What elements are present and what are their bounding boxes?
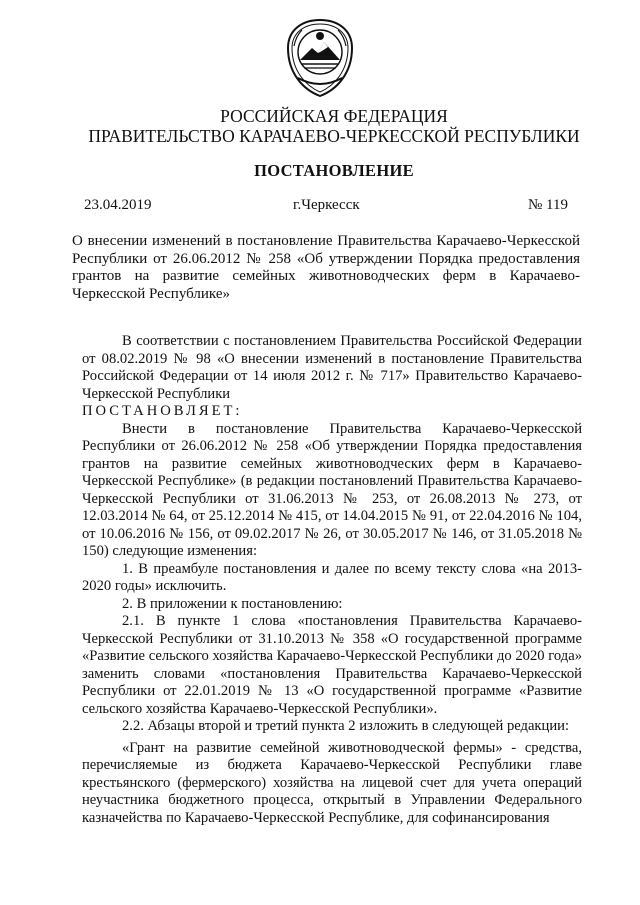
document-date: 23.04.2019: [84, 197, 152, 213]
item-1-paragraph: 1. В преамбуле постановления и далее по всему тексту слова «на 2013-2020 годы» исключить.: [82, 560, 582, 594]
header-country: РОССИЙСКАЯ ФЕДЕРАЦИЯ: [220, 106, 448, 126]
document-title: ПОСТАНОВЛЕНИЕ: [254, 161, 414, 180]
resolves-word: ПОСТАНОВЛЯЕТ:: [82, 403, 243, 419]
preamble-paragraph: В соответствии с постановлением Правительства Российской Федерации от 08.02.2019 № 98 «О внесении изменений в постановление Правительства Российской Федерации от 14 июля 2012 г. № 717» Правительство Карачаево-Черкесской Республики: [82, 333, 582, 402]
item-2-2-paragraph: 2.2. Абзацы второй и третий пункта 2 изложить в следующей редакции:: [122, 718, 570, 734]
coat-of-arms-icon: [284, 18, 356, 98]
item-2-1-paragraph: 2.1. В пункте 1 слова «постановления Правительства Карачаево-Черкесской Республики от 31.10.2013 № 358 «О государственной программе «Развитие сельского хозяйства Карачаево-Черкесской Республики до 2020 года» заменить словами «постановления Правительства Карачаево-Черкесской Республики от 22.01.2019 № 13 «О государственной программе «Развитие сельского хозяйства Карачаево-Черкесской Республики».: [82, 613, 582, 717]
header-government: ПРАВИТЕЛЬСТВО КАРАЧАЕВО-ЧЕРКЕССКОЙ РЕСПУБЛИКИ: [88, 126, 580, 146]
document-subject: О внесении изменений в постановление Правительства Карачаево-Черкесской Республики от 26.06.2012 № 258 «Об утверждении Порядка предоставления грантов на развитие семейных животноводческих ферм в Карачаево-Черкесской Республике»: [72, 233, 580, 302]
document-number: № 119: [528, 197, 569, 213]
document-body: [82, 333, 582, 827]
quoted-definition-paragraph: «Грант на развитие семейной животноводческой фермы» - средства, перечисляемые из бюджета Карачаево-Черкесской Республики главе крестьянского (фермерского) хозяйства на лицевой счет для учета операций неучастника бюджетного процесса, открытый в Управлении Федерального казначейства по Карачаево-Черкесской Республике, для софинансирования: [82, 739, 582, 826]
intro-paragraph: Внести в постановление Правительства Карачаево-Черкесской Республики от 26.06.2012 № 258 «Об утверждении Порядка предоставления грантов на развитие семейных животноводческих ферм в Карачаево-Черкесской Республике» (в редакции постановлений Правительства Карачаево-Черкесской Республики от 31.06.2013 № 253, от 26.08.2013 № 273, от 12.03.2014 № 64, от 25.12.2014 № 415, от 14.04.2015 № 91, от 22.04.2016 № 104, от 10.06.2016 № 156, от 09.02.2017 № 26, от 30.05.2017 № 146, от 31.05.2018 № 150) следующие изменения:: [82, 420, 582, 559]
document-place: г.Черкесск: [293, 197, 360, 213]
item-2-paragraph: 2. В приложении к постановлению:: [122, 595, 343, 612]
